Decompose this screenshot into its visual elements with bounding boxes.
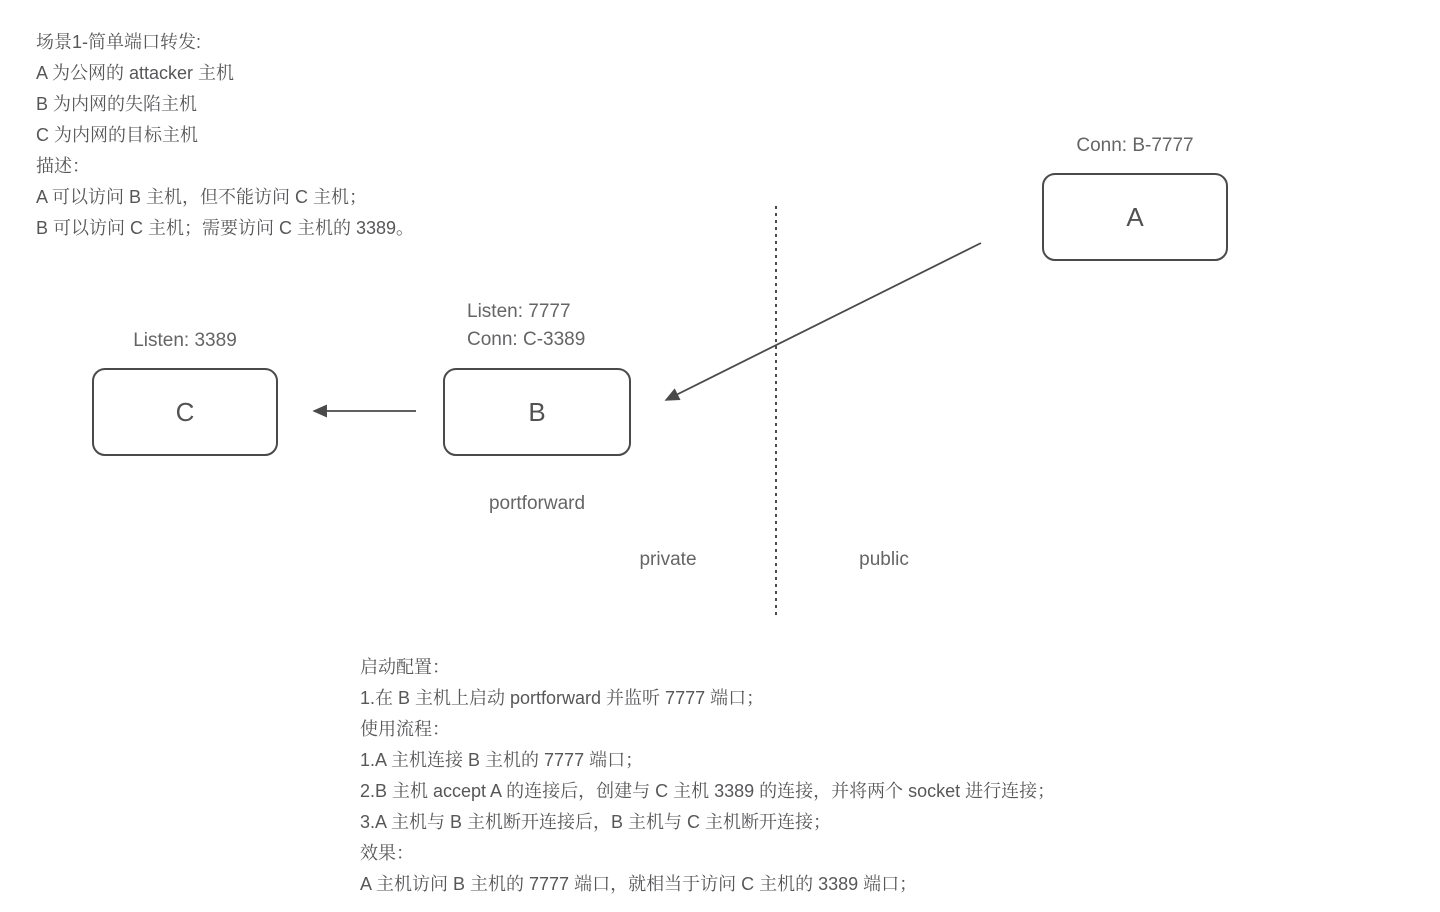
node-b-label: B	[528, 396, 546, 427]
zone-label-public: public	[859, 549, 909, 570]
node-b-caption: portforward	[488, 493, 586, 514]
node-a-label: A	[1126, 201, 1144, 232]
note-line: 使用流程：	[360, 719, 450, 739]
scenario-description	[36, 27, 414, 244]
node-b-annotation-line: Conn: C-3389	[467, 329, 586, 350]
note-line: A 主机访问 B 主机的 7777 端口，就相当于访问 C 主机的 3389 端口；	[360, 874, 918, 894]
node-a	[1042, 173, 1228, 261]
intro-line: A 为公网的 attacker 主机	[36, 63, 235, 83]
usage-notes	[360, 652, 1055, 900]
node-c	[92, 368, 278, 456]
intro-line: 场景1-简单端口转发:	[36, 32, 202, 52]
note-line: 启动配置：	[360, 657, 450, 677]
note-line: 1.在 B 主机上启动 portforward 并监听 7777 端口；	[360, 688, 765, 708]
node-c-label: C	[175, 396, 195, 427]
intro-line: 描述：	[36, 156, 90, 176]
node-b-annotation	[467, 298, 585, 354]
note-line: 1.A 主机连接 B 主机的 7777 端口；	[360, 750, 644, 770]
intro-line: A 可以访问 B 主机，但不能访问 C 主机；	[36, 187, 368, 207]
intro-line: B 可以访问 C 主机；需要访问 C 主机的 3389。	[36, 218, 415, 238]
node-a-annotation: Conn: B-7777	[1076, 135, 1194, 156]
zone-label-private: private	[639, 549, 697, 570]
note-line: 2.B 主机 accept A 的连接后，创建与 C 主机 3389 的连接，并将两个 socket 进行连接；	[360, 781, 1056, 801]
intro-line: C 为内网的目标主机	[36, 125, 198, 145]
note-line: 效果：	[360, 843, 414, 863]
connector-arrow-a-to-b	[666, 243, 981, 400]
node-c-annotation: Listen: 3389	[133, 330, 237, 351]
node-b-annotation-line: Listen: 7777	[467, 301, 571, 322]
intro-line: B 为内网的失陷主机	[36, 94, 198, 114]
node-b	[443, 368, 631, 456]
note-line: 3.A 主机与 B 主机断开连接后，B 主机与 C 主机断开连接；	[360, 812, 832, 832]
